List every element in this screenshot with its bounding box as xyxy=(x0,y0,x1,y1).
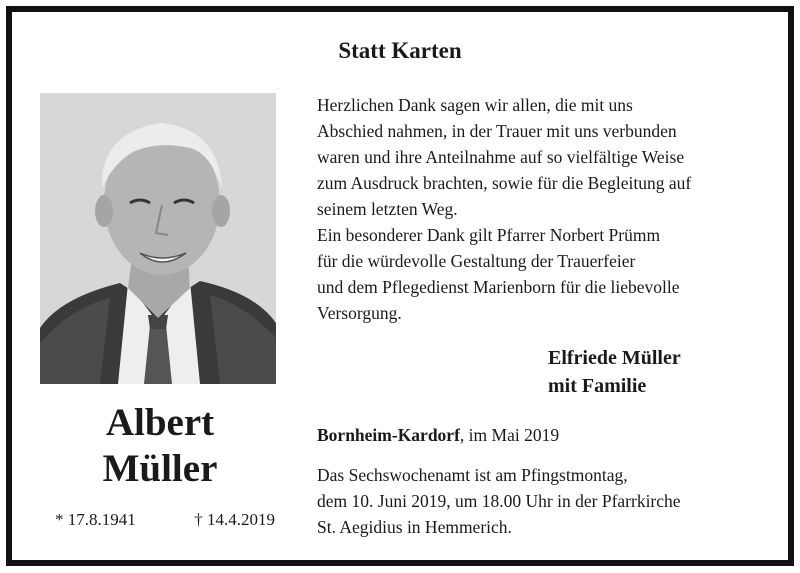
portrait-photo xyxy=(40,93,276,384)
signature-name: Elfriede Müller xyxy=(548,347,681,369)
text-line: zum Ausdruck brachten, sowie für die Begleitung auf xyxy=(317,173,692,193)
life-dates xyxy=(55,510,275,530)
text-line: waren und ihre Anteilnahme auf so vielfältige Weise xyxy=(317,147,685,167)
place-date xyxy=(317,425,559,446)
place-town: Bornheim-Kardorf xyxy=(317,425,460,445)
text-line: Ein besonderer Dank gilt Pfarrer Norbert Prümm xyxy=(317,225,661,245)
place-date-text: , im Mai 2019 xyxy=(459,425,560,445)
signature-family: mit Familie xyxy=(548,375,647,397)
text-line: Das Sechswochenamt ist am Pfingstmontag, xyxy=(317,465,628,485)
special-thanks-paragraph xyxy=(317,222,757,326)
text-line: St. Aegidius in Hemmerich. xyxy=(317,517,512,537)
death-date: † 14.4.2019 xyxy=(194,510,275,529)
text-line: seinem letzten Weg. xyxy=(317,199,458,219)
portrait-illustration xyxy=(40,93,276,384)
deceased-first-name: Albert xyxy=(105,401,215,444)
notice-heading: Statt Karten xyxy=(338,38,462,63)
deceased-last-name: Müller xyxy=(102,447,218,490)
text-line: und dem Pflegedienst Marienborn für die liebevolle xyxy=(317,277,680,297)
text-line: Abschied nahmen, in der Trauer mit uns verbunden xyxy=(317,121,677,141)
service-paragraph xyxy=(317,462,757,540)
text-line: Versorgung. xyxy=(317,303,402,323)
signature xyxy=(548,344,681,400)
deceased-name xyxy=(40,400,280,492)
birth-date: * 17.8.1941 xyxy=(55,510,136,529)
text-line: dem 10. Juni 2019, um 18.00 Uhr in der Pfarrkirche xyxy=(317,491,681,511)
thanks-paragraph xyxy=(317,92,757,222)
text-line: Herzlichen Dank sagen wir allen, die mit uns xyxy=(317,95,633,115)
text-line: für die würdevolle Gestaltung der Trauerfeier xyxy=(317,251,636,271)
